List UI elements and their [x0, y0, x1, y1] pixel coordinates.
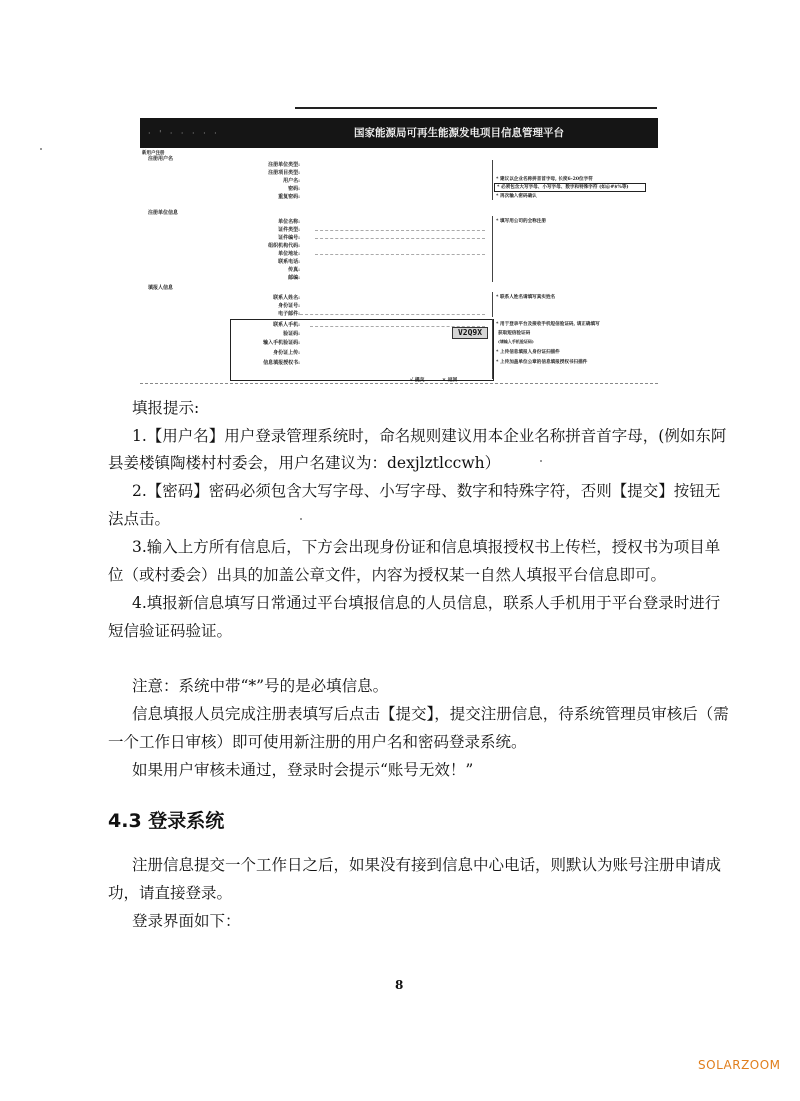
field-label-contact-name: 联系人姓名:	[273, 295, 300, 301]
section-contact-label: 填报人信息	[148, 285, 174, 291]
tip-4-line-2: 短信验证码验证。	[108, 622, 233, 640]
field-label-fax: 传真:	[288, 267, 300, 273]
section-title: 4.3 登录系统	[108, 810, 225, 832]
field-label-captcha: 验证码:	[283, 331, 300, 337]
field-label-password: 密码:	[288, 186, 300, 192]
registration-form-screenshot	[140, 108, 660, 388]
field-label-cert-type: 证件类型:	[278, 227, 300, 233]
form-header-bar	[140, 118, 658, 148]
page-number: 8	[395, 978, 404, 992]
field-label-cert-no: 证件编号:	[278, 235, 300, 241]
para-login-ui-intro: 登录界面如下：	[132, 912, 241, 930]
hint-repeat-password: * 再次输入密码确认	[496, 194, 537, 199]
scan-speck	[300, 518, 302, 520]
hint-phone: * 用于登录平台及接收手机短信验证码, 请正确填写	[496, 322, 600, 327]
scan-speck	[540, 460, 542, 462]
form-column-rule	[492, 160, 493, 200]
field-label-unit-name: 单位名称:	[278, 219, 300, 225]
get-sms-code-button[interactable]: 获取短信验证码	[498, 331, 531, 336]
field-label-repeat-password: 重复密码:	[278, 194, 300, 200]
para-invalid-account: 如果用户审核未通过，登录时会提示“账号无效！”	[132, 761, 474, 779]
form-breadcrumb: 新用户注册	[142, 151, 165, 156]
hint-username: * 建议以企业名称拼音首字母, 长度6-20位字符	[496, 177, 593, 182]
para-submit-line-2: 一个工作日审核）即可使用新注册的用户名和密码登录系统。	[108, 733, 527, 751]
note-required: 注意：系统中带“*”号的是必填信息。	[132, 677, 389, 695]
field-label-auth-upload: 信息填报授权书:	[263, 360, 300, 366]
form-header-left-text: · ' · · · · ·	[148, 129, 220, 138]
form-column-rule-3	[492, 292, 493, 317]
tip-2-line-1: 2.【密码】密码必须包含大写字母、小写字母、数字和特殊字符，否则【提交】按钮无	[132, 482, 721, 500]
hint-id-upload: * 上传信息填报人身份证扫描件	[496, 350, 560, 355]
back-button[interactable]: × 返回	[442, 377, 458, 383]
tip-3-line-1: 3.输入上方所有信息后，下方会出现身份证和信息填报授权书上传栏，授权书为项目单	[132, 538, 721, 556]
field-label-id-upload: 身份证上传:	[273, 350, 300, 356]
tip-1-line-2: 县姜楼镇陶楼村村委会，用户名建议为：dexjlztlccwh）	[108, 454, 501, 472]
field-label-unit-address: 单位地址:	[278, 251, 300, 257]
field-label-id-number: 身份证号:	[278, 303, 300, 309]
tip-2-line-2: 法点击。	[108, 510, 171, 528]
tip-1-line-1: 1.【用户名】用户登录管理系统时，命名规则建议用本企业名称拼音首字母，(例如东阿	[132, 427, 727, 445]
hint-contact-name: * 联系人姓名请填写真实姓名	[496, 295, 556, 300]
form-header-title: 国家能源局可再生能源发电项目信息管理平台	[354, 127, 564, 139]
hint-password-highlight: * 必须包含大写字母、小写字母、数字和特殊字符 (如@#$%等)	[494, 183, 646, 192]
watermark: SOLARZOOM	[698, 1058, 781, 1072]
captcha-image[interactable]: V2Q9X	[452, 327, 488, 339]
field-line-address	[315, 254, 485, 255]
field-label-postcode: 邮编:	[288, 275, 300, 281]
tip-3-line-2: 位（或村委会）出具的加盖公章文件，内容为授权某一自然人填报平台信息即可。	[108, 566, 667, 584]
tip-4-line-1: 4.填报新信息填写日常通过平台填报信息的人员信息，联系人手机用于平台登录时进行	[132, 594, 721, 612]
field-label-unit-phone: 联系电话:	[278, 259, 300, 265]
field-label-org-code: 组织机构代码:	[268, 243, 300, 249]
field-line-cert-no	[315, 238, 485, 239]
para-login-line-2: 功，请直接登录。	[108, 884, 233, 902]
field-label-unit-type: 注册单位类型:	[268, 162, 300, 168]
hint-sms-code: (请输入手机验证码)	[498, 339, 534, 344]
submit-button[interactable]: √ 提交	[410, 377, 425, 383]
para-login-line-1: 注册信息提交一个工作日之后，如果没有接到信息中心电话，则默认为账号注册申请成	[132, 856, 722, 874]
field-label-sms-code: 输入手机验证码:	[263, 340, 300, 346]
form-column-rule-2	[492, 216, 493, 282]
field-label-project-type: 注册项目类型:	[268, 170, 300, 176]
scan-speck	[40, 148, 42, 150]
field-label-username: 用户名:	[283, 178, 300, 184]
form-column-rule-4	[492, 319, 493, 379]
field-label-mobile: 联系人手机:	[273, 322, 300, 328]
form-bottom-rule	[140, 383, 658, 384]
section-unit-label: 注册单位信息	[148, 210, 179, 216]
tips-heading: 填报提示:	[132, 399, 200, 417]
para-submit-line-1: 信息填报人员完成注册表填写后点击【提交】，提交注册信息，待系统管理员审核后（需	[132, 705, 729, 723]
field-line-cert-type	[315, 230, 485, 231]
section-login-label: 注册用户名	[148, 156, 174, 162]
hint-auth-upload: * 上传加盖单位公章的信息填报授权书扫描件	[496, 360, 588, 365]
field-label-email: 电子邮件:	[278, 311, 300, 317]
field-line-email	[300, 314, 485, 315]
hint-unit-name: * 填写用公司的全称注册	[496, 219, 546, 224]
